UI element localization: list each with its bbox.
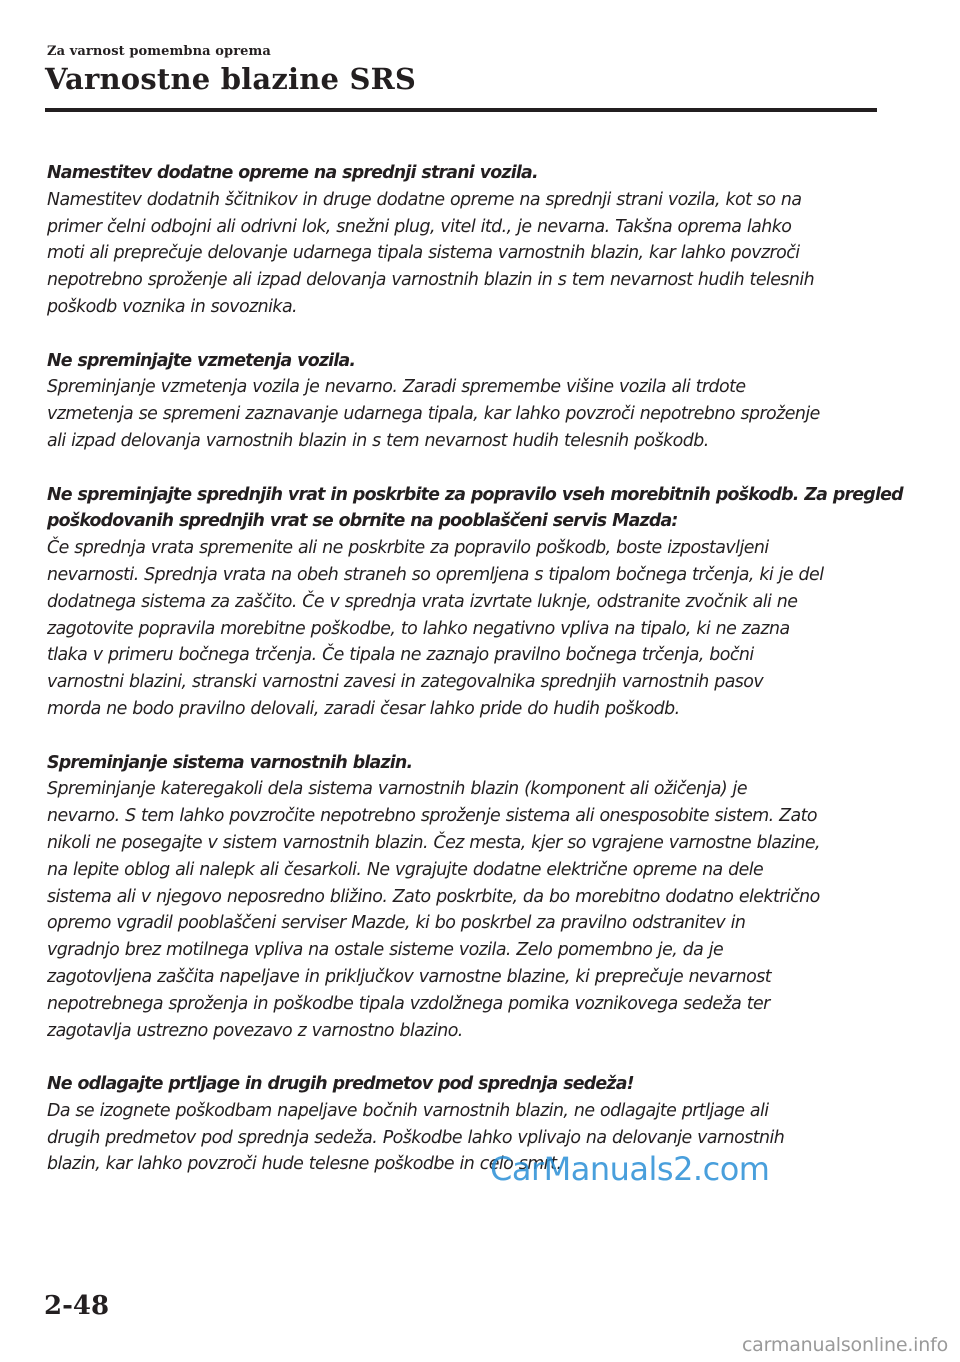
body-line: Spreminjanje kateregakoli dela sistema varnostnih blazin (komponent ali ožičenja) je	[47, 779, 747, 800]
header-divider	[45, 108, 877, 112]
body-line: varnostni blazini, stranski varnostni zavesi in zategovalnika sprednjih varnostnih pasov	[47, 672, 764, 693]
section-body	[47, 535, 877, 723]
section-front-equipment	[47, 160, 877, 321]
section-heading	[47, 750, 877, 777]
section-body	[47, 374, 877, 454]
body-line: primer čelni odbojni ali odrivni lok, snežni plug, vitel itd., je nevarna. Takšna oprema lahko	[47, 216, 792, 237]
body-line: nepotrebno sproženje ali izpad delovanja varnostnih blazin in s tem nevarnost hudih telesnih	[47, 270, 815, 291]
body-line: nevarnosti. Sprednja vrata na obeh straneh so opremljena s tipalom bočnega trčenja, ki je del	[47, 564, 824, 585]
section-label: Za varnost pomembna oprema	[47, 44, 271, 59]
section-suspension	[47, 348, 877, 455]
body-line: drugih predmetov pod sprednja sedeža. Poškodbe lahko vplivajo na delovanje varnostnih	[47, 1127, 785, 1148]
body-line: blazin, kar lahko povzroči hude telesne poškodbe in celo smrt.	[47, 1154, 562, 1175]
heading-line: Spreminjanje sistema varnostnih blazin.	[47, 752, 413, 773]
body-line: zagotavlja ustrezno povezavo z varnostno blazino.	[47, 1020, 463, 1041]
heading-line: Namestitev dodatne opreme na sprednji strani vozila.	[47, 163, 538, 183]
body-line: Spreminjanje vzmetenja vozila je nevarno. Zaradi spremembe višine vozila ali trdote	[47, 377, 746, 398]
heading-line: poškodovanih sprednjih vrat se obrnite na pooblaščeni servis Mazda:	[47, 511, 678, 532]
section-heading	[47, 348, 877, 375]
section-heading	[47, 1071, 877, 1098]
body-line: Namestitev dodatnih ščitnikov in druge dodatne opreme na sprednji strani vozila, kot so na	[47, 189, 802, 210]
section-heading	[47, 482, 903, 536]
page-title: Varnostne blazine SRS	[45, 62, 417, 96]
body-line: opremo vgradil pooblaščeni serviser Mazde, ki bo poskrbel za pravilno odstranitev in	[47, 913, 746, 934]
section-airbag-system	[47, 750, 877, 1045]
heading-line: Ne spreminjajte vzmetenja vozila.	[47, 350, 356, 371]
body-line: nikoli ne posegajte v sistem varnostnih blazin. Čez mesta, kjer so vgrajene varnostne blazine,	[47, 832, 820, 853]
body-line: nevarno. S tem lahko povzročite nepotrebno sproženje sistema ali onesposobite sistem. Zato	[47, 806, 817, 827]
body-line: Da se izognete poškodbam napeljave bočnih varnostnih blazin, ne odlagajte prtljage ali	[47, 1100, 769, 1121]
body-line: zagotovljena zaščita napeljave in priključkov varnostne blazine, ki preprečuje nevarnost	[47, 966, 771, 987]
body-line: morda ne bodo pravilno delovali, zaradi česar lahko pride do hudih poškodb.	[47, 698, 680, 719]
body-line: vzmetenja se spremeni zaznavanje udarnega tipala, kar lahko povzroči nepotrebno sproženje	[47, 404, 820, 425]
body-line: sistema ali v njegovo neposredno bližino. Zato poskrbite, da bo morebitno dodatno električno	[47, 886, 820, 907]
body-line: vgradnjo brez motilnega vpliva na ostale sisteme vozila. Zelo pomembno je, da je	[47, 940, 724, 961]
heading-line: Ne spreminjajte sprednjih vrat in poskrbite za popravilo vseh morebitnih poškodb. Za pregled	[47, 484, 903, 505]
section-body	[47, 187, 877, 321]
body-line: ali izpad delovanja varnostnih blazin in s tem nevarnost hudih telesnih poškodb.	[47, 430, 709, 451]
body-line: moti ali preprečuje delovanje udarnega tipala sistema varnostnih blazin, kar lahko povzroči	[47, 243, 800, 264]
body-line: tlaka v primeru bočnega trčenja. Če tipala ne zaznajo pravilno bočnega trčenja, bočni	[47, 645, 754, 666]
section-body	[47, 776, 877, 1044]
body-line: dodatnega sistema za zaščito. Če v sprednja vrata izvrtate luknje, odstranite zvočnik ali ne	[47, 591, 798, 612]
body-line: zagotovite popravila morebitne poškodbe, to lahko negativno vpliva na tipalo, ki ne zazna	[47, 618, 790, 639]
document-body	[47, 160, 903, 1205]
watermark-text: CarManuals2.com	[490, 1150, 770, 1188]
section-heading	[47, 160, 877, 187]
body-line: nepotrebnega sproženja in poškodbe tipala vzdolžnega pomika voznikovega sedeža ter	[47, 993, 770, 1014]
section-front-doors	[47, 482, 903, 723]
body-line: na lepite oblog ali nalepk ali česarkoli. Ne vgrajujte dodatne električne opreme na dele	[47, 859, 764, 880]
page-number: 2-48	[44, 1291, 110, 1321]
body-line: poškodb voznika in sovoznika.	[47, 296, 298, 317]
footer-watermark: carmanualsonline.info	[741, 1334, 948, 1356]
body-line: Če sprednja vrata spremenite ali ne poskrbite za popravilo poškodb, boste izpostavljeni	[47, 538, 769, 559]
heading-line: Ne odlagajte prtljage in drugih predmetov pod sprednja sedeža!	[47, 1074, 634, 1095]
